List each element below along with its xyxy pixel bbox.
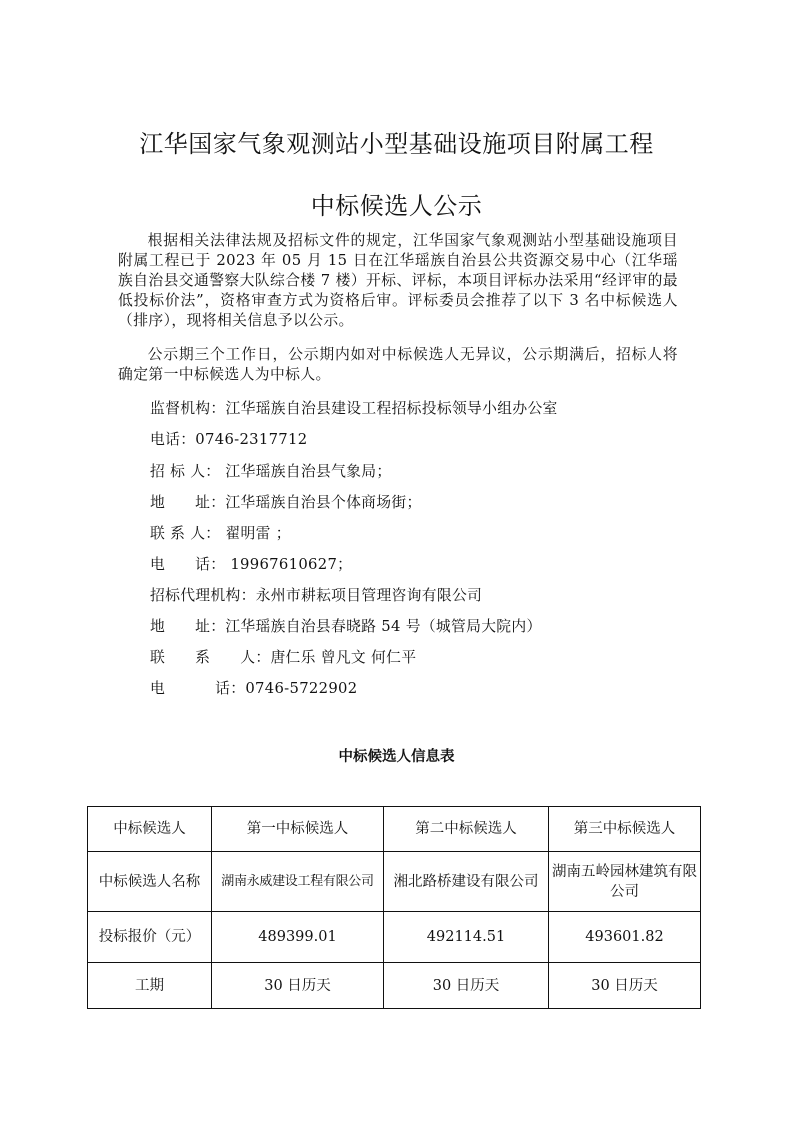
table-cell: 30 日历天 xyxy=(384,963,549,1009)
table-header-cell: 第三中标候选人 xyxy=(549,807,701,852)
table-header-cell: 中标候选人 xyxy=(88,807,212,852)
info-value: 翟明雷 ； xyxy=(220,525,291,542)
info-label: 招标代理机构： xyxy=(150,587,256,604)
info-label: 地 址： xyxy=(150,618,226,635)
info-tenderer xyxy=(150,462,391,482)
table-cell: 湖南五岭园林建筑有限公司 xyxy=(549,852,701,912)
table-cell: 30 日历天 xyxy=(212,963,384,1009)
info-supervisor xyxy=(150,399,558,419)
info-label: 电 话： xyxy=(150,556,226,573)
info-tenderer-contact xyxy=(150,524,291,544)
info-value: 19967610627； xyxy=(225,556,353,573)
table-header-cell: 第二中标候选人 xyxy=(384,807,549,852)
info-tenderer-phone xyxy=(150,555,352,575)
table-cell: 湘北路桥建设有限公司 xyxy=(384,852,549,912)
table-row xyxy=(88,852,701,912)
info-agency-address xyxy=(150,617,542,637)
info-value: 0746-5722902 xyxy=(245,680,358,697)
intro-paragraph: 根据相关法律法规及招标文件的规定，江华国家气象观测站小型基础设施项目附属工程已于 2023 年 05 月 15 日在江华瑶族自治县公共资源交易中心（江华瑶族自治县交通警察大队综合楼 7 楼）开标、评标，本项目评标办法采用“经评审的最低投标价法”，资格审查方式为资格后审。评标委员会推荐了以下 3 名中标候选人（排序），现将相关信息予以公示。 xyxy=(118,232,678,329)
table-cell: 492114.51 xyxy=(384,912,549,963)
info-label: 联 系 人： xyxy=(150,649,271,666)
table-cell: 493601.82 xyxy=(549,912,701,963)
info-agency xyxy=(150,586,482,606)
table-row xyxy=(88,912,701,963)
table-cell: 工期 xyxy=(88,963,212,1009)
info-label: 电话： xyxy=(150,431,196,448)
document-title: 江华国家气象观测站小型基础设施项目附属工程 xyxy=(139,130,654,158)
table-header-row xyxy=(88,807,701,852)
table-header-cell: 第一中标候选人 xyxy=(212,807,384,852)
info-label: 地 址： xyxy=(150,494,226,511)
info-agency-phone xyxy=(150,679,357,699)
info-value: 唐仁乐 曾凡文 何仁平 xyxy=(270,649,417,666)
info-agency-contact xyxy=(150,648,416,668)
info-tenderer-address xyxy=(150,493,422,513)
document-subtitle: 中标候选人公示 xyxy=(310,192,483,220)
info-supervisor-phone xyxy=(150,430,307,450)
info-value: 永州市耕耘项目管理咨询有限公司 xyxy=(255,587,483,604)
info-value: 江华瑶族自治县气象局； xyxy=(220,463,392,480)
candidates-table xyxy=(87,806,701,1009)
publicity-paragraph: 公示期三个工作日，公示期内如对中标候选人无异议，公示期满后，招标人将确定第一中标候选人为中标人。 xyxy=(118,346,678,383)
table-row xyxy=(88,963,701,1009)
info-value: 江华瑶族自治县春晓路 54 号（城管局大院内） xyxy=(225,618,542,635)
info-value: 江华瑶族自治县建设工程招标投标领导小组办公室 xyxy=(225,400,558,417)
table-cell: 投标报价（元） xyxy=(88,912,212,963)
table-title: 中标候选人信息表 xyxy=(338,749,455,765)
info-value: 江华瑶族自治县个体商场街； xyxy=(225,494,422,511)
table-cell: 湖南永威建设工程有限公司 xyxy=(212,852,384,912)
info-label: 监督机构： xyxy=(150,400,226,417)
info-label: 联 系 人： xyxy=(150,525,221,542)
table-cell: 489399.01 xyxy=(212,912,384,963)
table-cell: 30 日历天 xyxy=(549,963,701,1009)
info-label: 招 标 人： xyxy=(150,463,221,480)
table-cell: 中标候选人名称 xyxy=(88,852,212,912)
info-label: 电 话： xyxy=(150,680,246,697)
info-value: 0746-2317712 xyxy=(195,431,308,448)
